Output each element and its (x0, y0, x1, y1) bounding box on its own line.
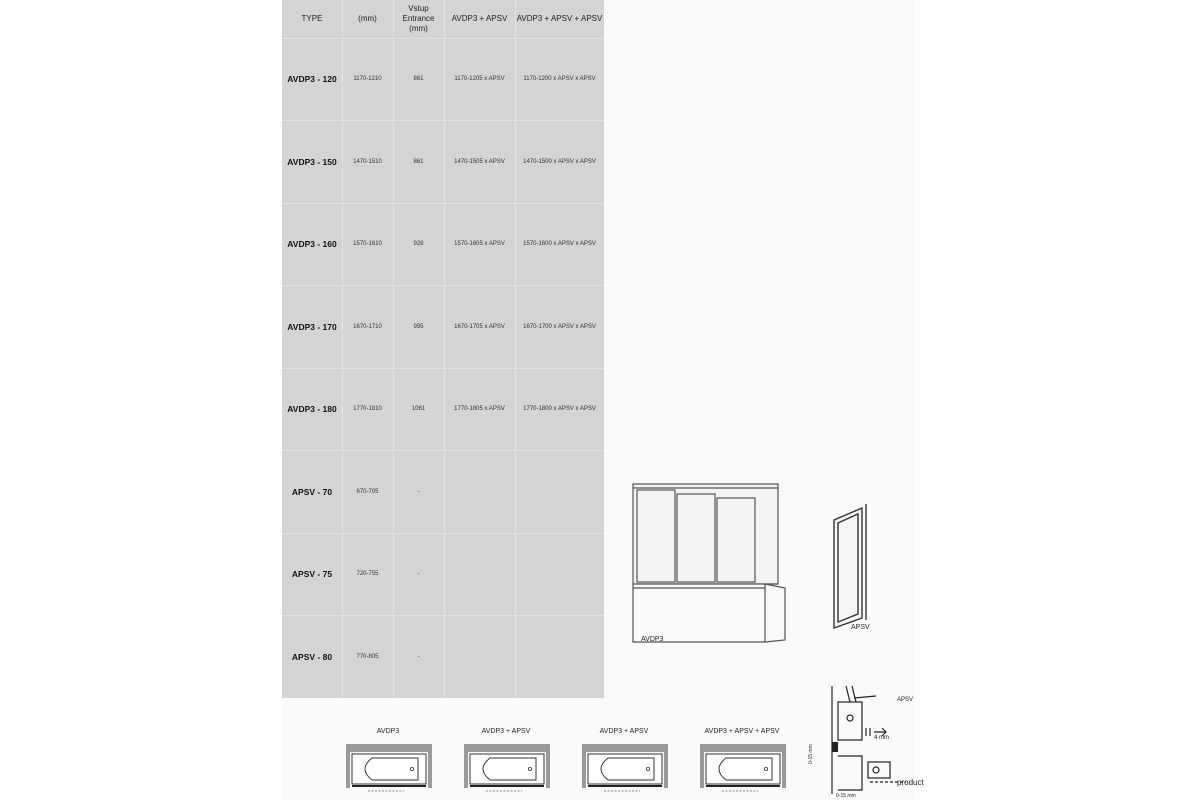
table-cell: 1061 (411, 406, 426, 412)
type-cell: AVDP3 - 180 (287, 404, 337, 414)
avdp3-drawing (620, 470, 800, 650)
detail-gap-label: 4 mm (874, 735, 889, 741)
table-cell: 1570-1600 x APSV x APSV (523, 241, 596, 247)
column-header: Vstup Entrance (mm) (402, 4, 435, 33)
detail-product-label: product (897, 778, 924, 787)
table-cell: 670-705 (356, 488, 379, 495)
table-cell: 1470-1500 x APSV x APSV (523, 158, 596, 165)
plan-title: AVDP3 + APSV (481, 728, 531, 735)
column-header: (mm) (358, 14, 377, 23)
table-cell: 1770-1805 x APSV (454, 406, 505, 412)
detail-apsv-label: APSV (897, 697, 914, 703)
table-cell (515, 533, 604, 615)
table-cell: - (417, 571, 420, 577)
table-cell: 928 (413, 241, 424, 247)
table-cell (444, 451, 515, 533)
table-cell: 1170-1200 x APSV x APSV (523, 76, 596, 82)
column-header: AVDP3 + APSV (451, 14, 508, 23)
table-cell (515, 451, 604, 533)
type-cell: APSV - 80 (291, 651, 333, 662)
detail-bottom-dimension: 0-15 mm (836, 793, 856, 799)
plan-title: AVDP3 + APSV (599, 728, 649, 735)
table-cell: 1170-1205 x APSV (454, 76, 505, 82)
table-cell (444, 533, 515, 615)
table-cell: - (417, 488, 420, 495)
plan-title: AVDP3 (376, 728, 400, 735)
table-cell: 1170-1210 (353, 76, 382, 82)
table-cell: 1470-1510 (353, 158, 382, 165)
table-cell (444, 616, 515, 698)
avdp3-drawing-label: AVDP3 (641, 636, 664, 643)
table-cell: 1670-1700 x APSV x APSV (523, 323, 596, 330)
plan-drawing (698, 742, 788, 800)
table-cell: 1570-1610 (353, 241, 382, 247)
table-cell: 720-755 (356, 571, 379, 577)
table-cell: 1570-1605 x APSV (454, 241, 505, 247)
type-cell: APSV - 75 (291, 569, 333, 579)
table-cell: 861 (413, 158, 424, 165)
type-cell: AVDP3 - 150 (287, 156, 337, 167)
type-cell: AVDP3 - 170 (287, 321, 337, 332)
type-cell: AVDP3 - 160 (287, 239, 337, 249)
table-cell: 1770-1810 (353, 406, 382, 412)
type-cell: APSV - 70 (291, 486, 333, 497)
table-cell: 770-805 (356, 653, 379, 660)
column-header: AVDP3 + APSV + APSV (516, 14, 603, 23)
plan-drawing (580, 742, 670, 800)
column-header: TYPE (301, 14, 323, 23)
table-cell: 995 (413, 323, 424, 330)
table-cell: 1770-1800 x APSV x APSV (523, 406, 596, 412)
table-cell: - (417, 653, 420, 660)
plan-drawing (344, 742, 434, 800)
table-cell: 861 (413, 76, 424, 82)
detail-side-dimension: 0-15 mm (808, 744, 814, 764)
table-cell: 1470-1505 x APSV (454, 158, 505, 165)
table-cell: 1670-1710 (353, 323, 382, 330)
apsv-drawing-label: APSV (851, 624, 870, 631)
apsv-drawing (826, 498, 886, 638)
table-cell: 1670-1705 x APSV (454, 323, 505, 330)
table-cell (515, 616, 604, 698)
type-cell: AVDP3 - 120 (287, 74, 337, 84)
plan-title: AVDP3 + APSV + APSV (704, 728, 780, 735)
plan-drawing (462, 742, 552, 800)
